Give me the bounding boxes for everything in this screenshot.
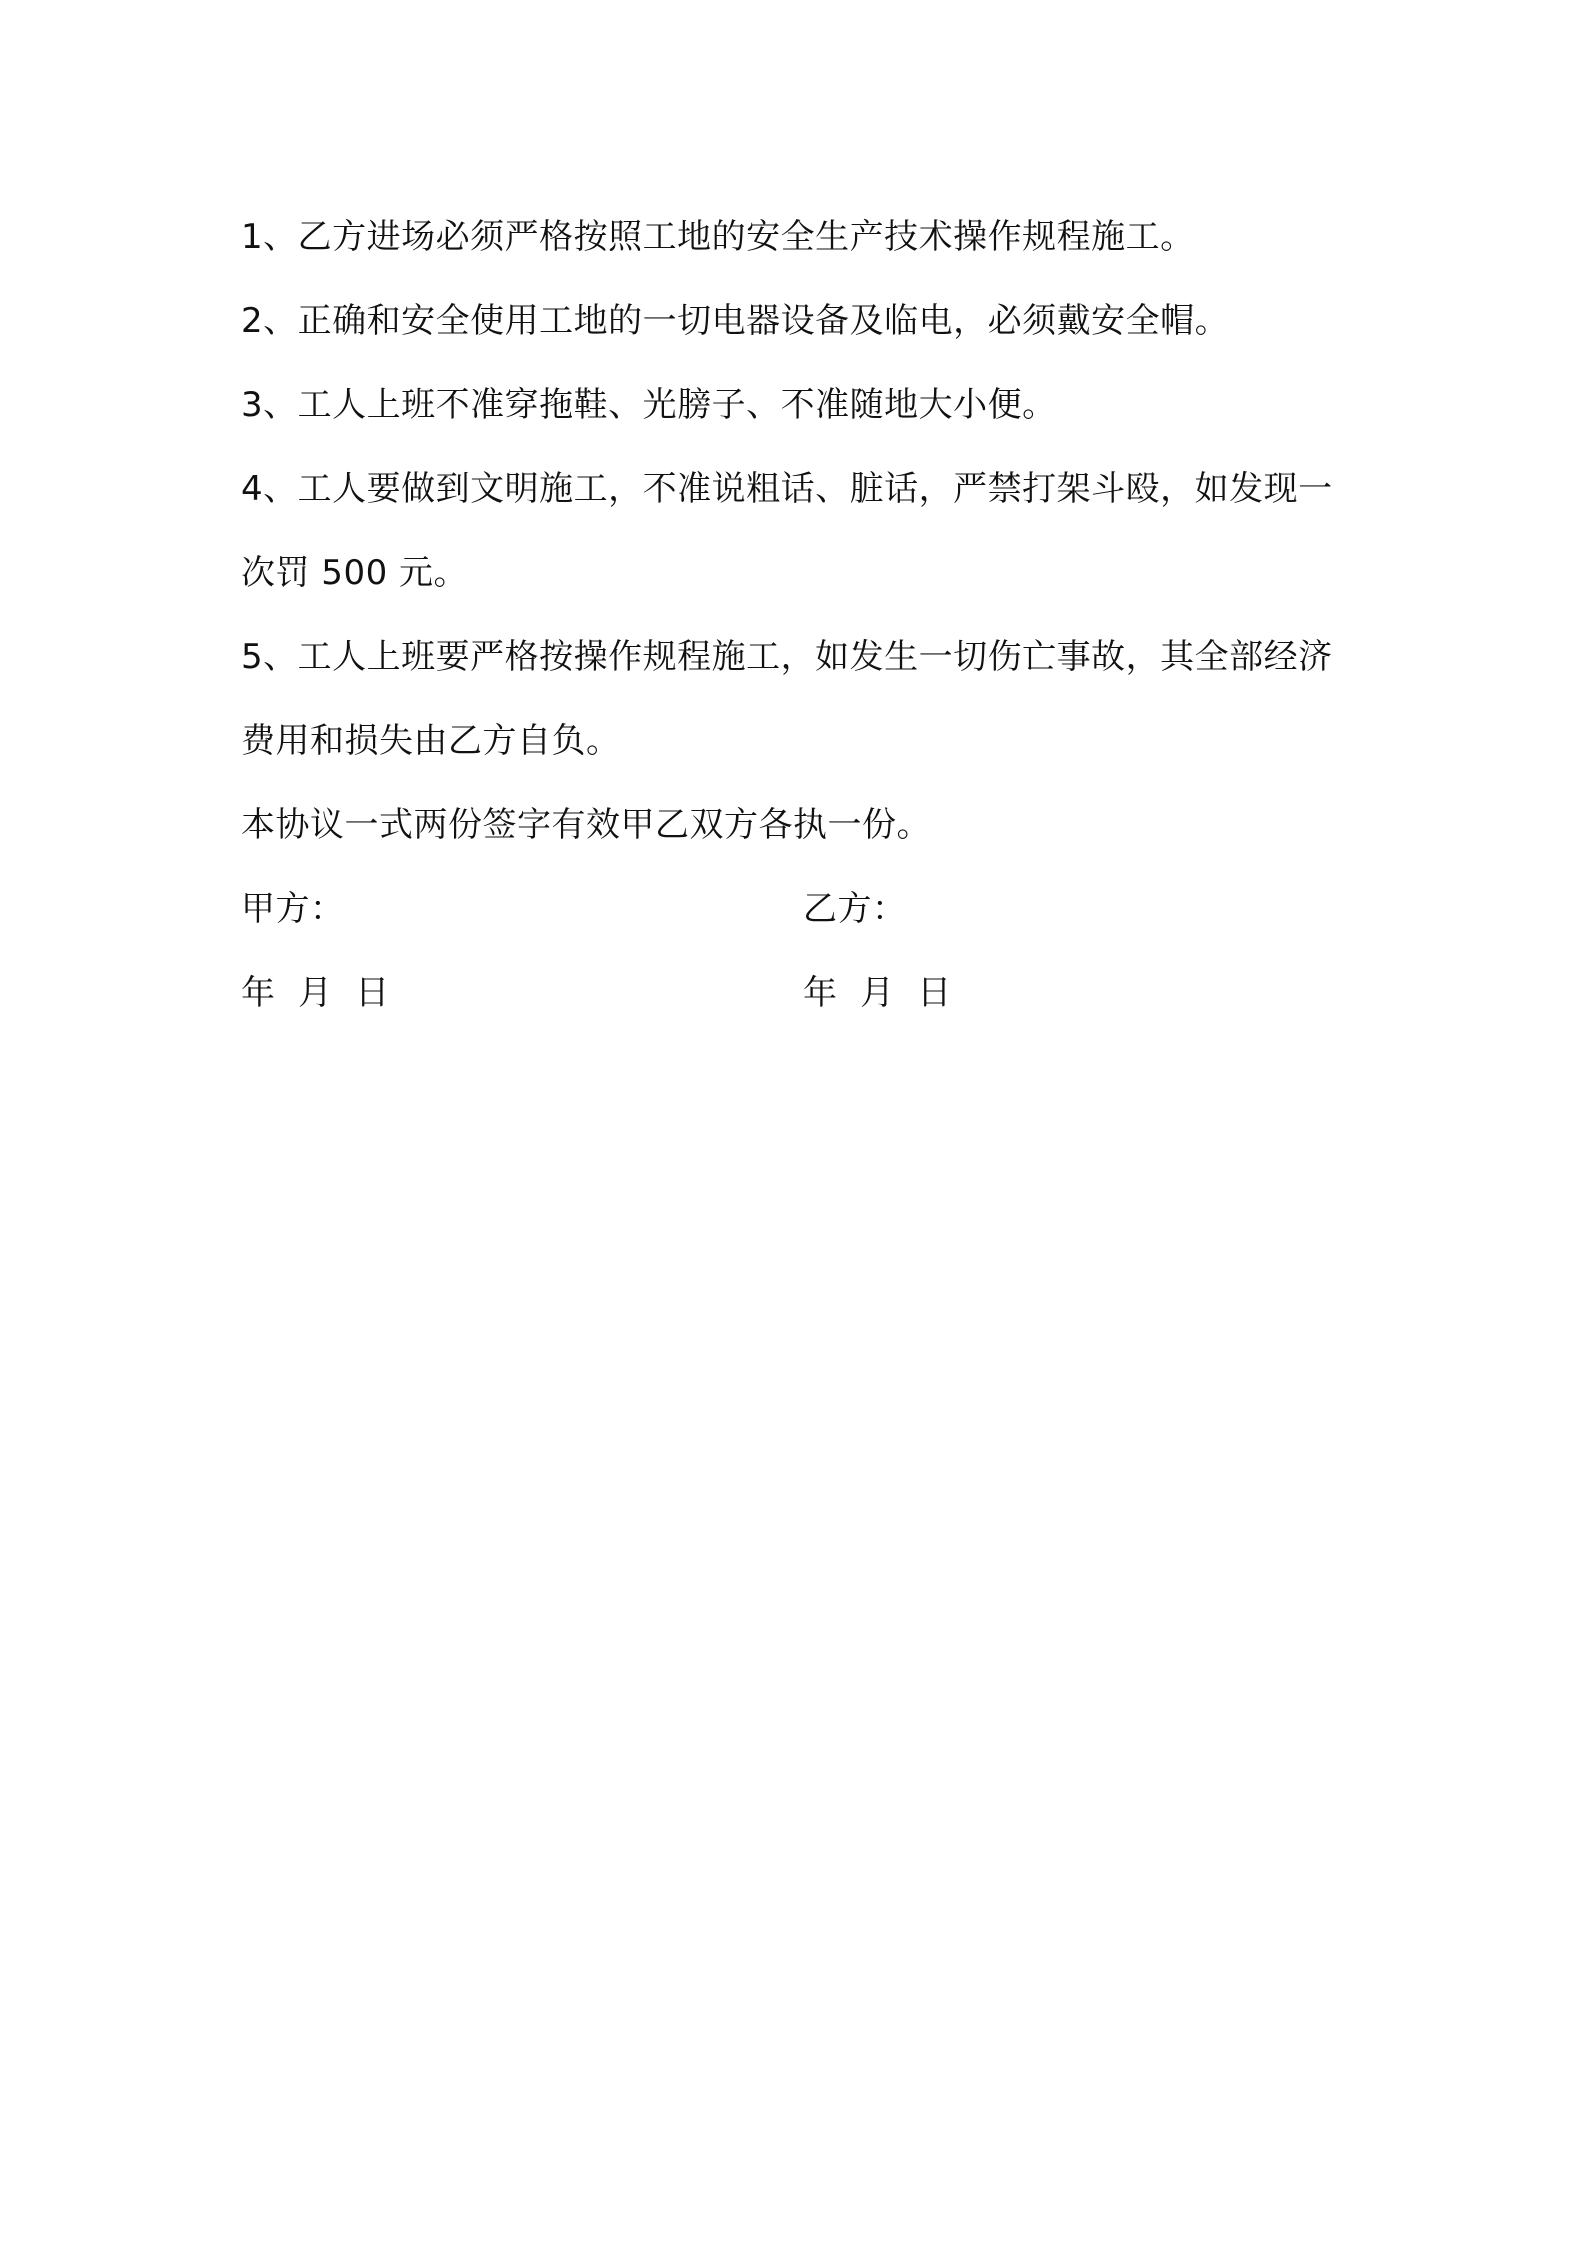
date-row	[241, 951, 1351, 1035]
clause-4: 4、工人要做到文明施工，不准说粗话、脏话，严禁打架斗殴，如发现一次罚 500 元。	[241, 469, 1333, 593]
party-a-date: 年 月 日	[241, 973, 390, 1013]
clause-1: 1、乙方进场必须严格按照工地的安全生产技术操作规程施工。	[241, 217, 1195, 257]
party-a-label: 甲方：	[241, 889, 345, 929]
party-b-label: 乙方：	[803, 889, 907, 929]
clause-5: 5、工人上班要严格按操作规程施工，如发生一切伤亡事故，其全部经济费用和损失由乙方自负。	[241, 637, 1333, 761]
closing-statement: 本协议一式两份签字有效甲乙双方各执一份。	[241, 805, 931, 845]
party-b-date: 年 月 日	[803, 973, 952, 1013]
document-body	[241, 195, 1351, 1035]
clause-3: 3、工人上班不准穿拖鞋、光膀子、不准随地大小便。	[241, 385, 1057, 425]
signature-row	[241, 867, 1351, 951]
clause-2: 2、正确和安全使用工地的一切电器设备及临电，必须戴安全帽。	[241, 301, 1230, 341]
